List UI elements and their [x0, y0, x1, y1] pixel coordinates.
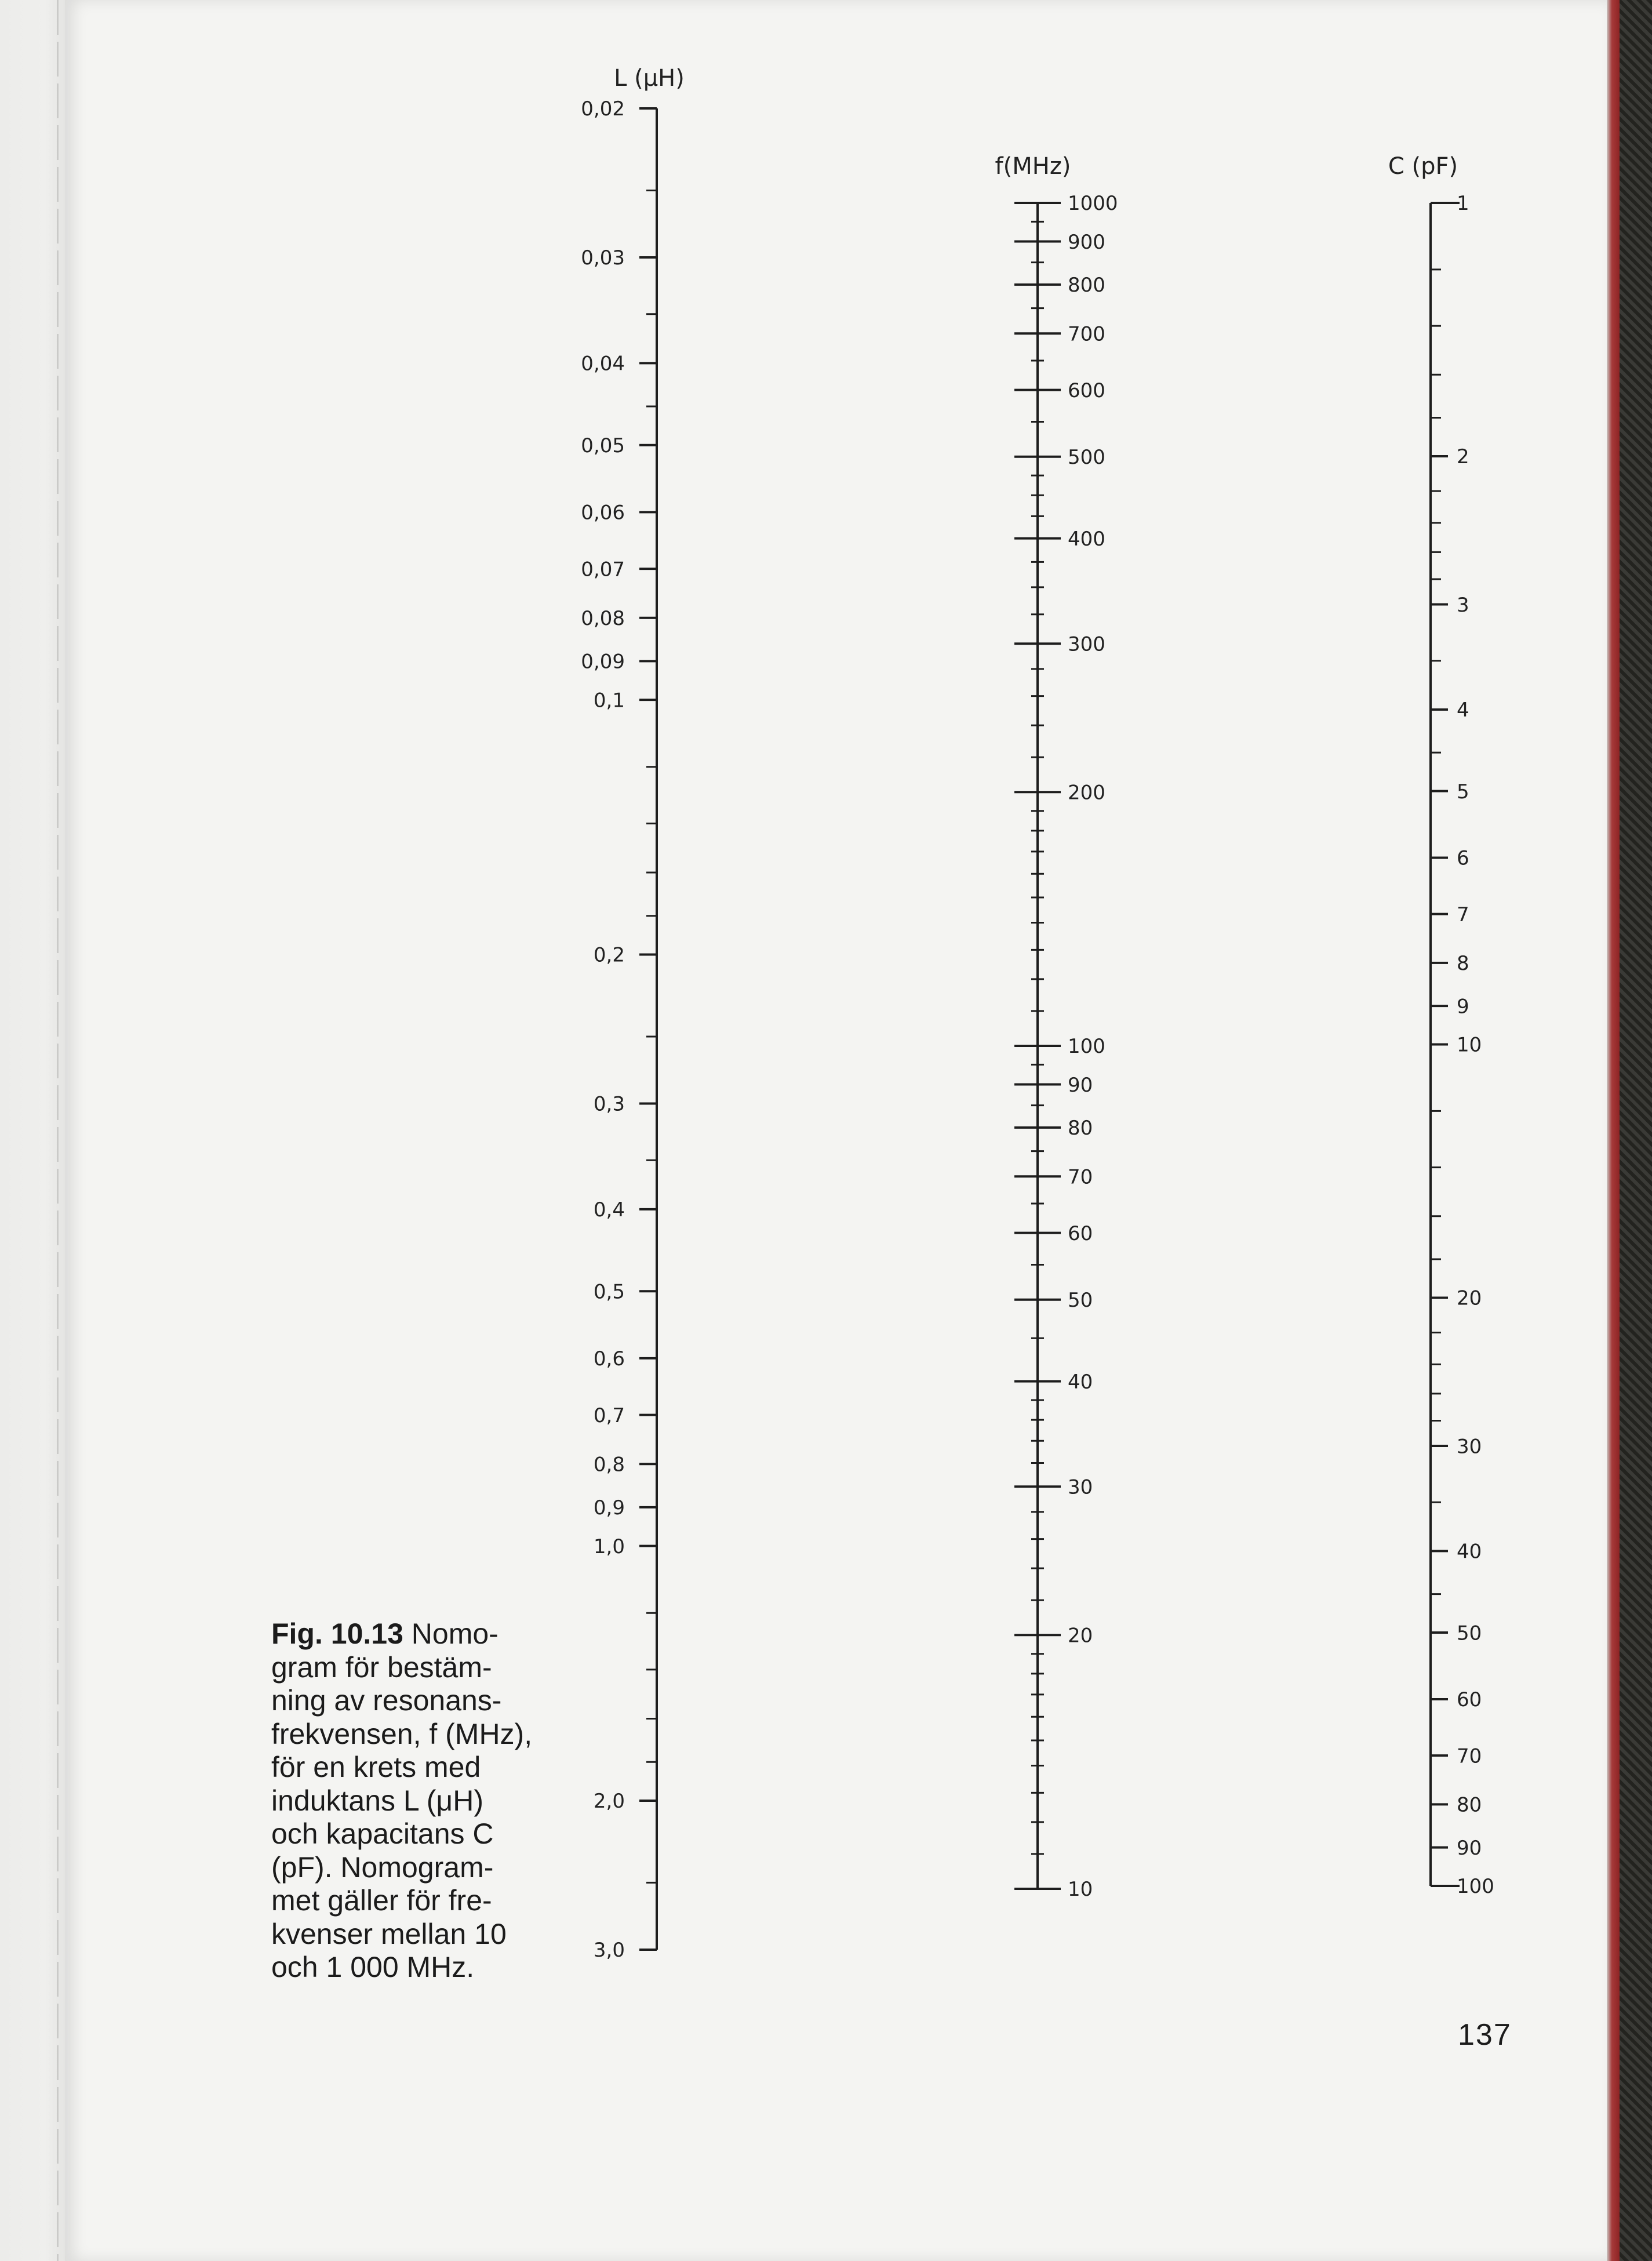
caption-line: för en krets med	[271, 1751, 481, 1783]
figure-caption	[271, 1617, 596, 1984]
tick-label: 30	[1457, 1435, 1482, 1459]
tick-label: 9	[1457, 995, 1469, 1019]
caption-line: (pF). Nomogram-	[271, 1851, 494, 1884]
tick-label: 10	[1068, 1878, 1093, 1902]
tick-label: 50	[1068, 1288, 1093, 1312]
scale-0	[581, 65, 685, 1962]
tick-label: 3	[1457, 593, 1469, 617]
tick-label: 0,9	[593, 1496, 625, 1520]
tick-label: 700	[1068, 322, 1105, 346]
tick-label: 0,2	[593, 943, 625, 967]
tick-label: 7	[1457, 903, 1469, 926]
tick-label: 0,07	[581, 558, 625, 581]
tick-label: 100	[1068, 1035, 1105, 1059]
caption-line: induktans L (μH)	[271, 1784, 483, 1817]
tick-label: 0,6	[593, 1347, 625, 1371]
tick-label: 6	[1457, 846, 1469, 870]
tick-label: 0,08	[581, 606, 625, 630]
tick-label: 0,1	[593, 689, 625, 713]
tick-label: 8	[1457, 952, 1469, 976]
tick-label: 2	[1457, 445, 1469, 469]
figure-label: Fig. 10.13	[271, 1617, 403, 1650]
tick-label: 0,06	[581, 501, 625, 525]
caption-line: frekvensen, f (MHz),	[271, 1717, 533, 1750]
caption-line: gram för bestäm-	[271, 1651, 492, 1684]
tick-label: 40	[1068, 1370, 1093, 1394]
tick-label: 60	[1457, 1688, 1482, 1712]
caption-line: kvenser mellan 10	[271, 1917, 507, 1950]
tick-label: 40	[1457, 1540, 1482, 1564]
page-number: 137	[1458, 2018, 1512, 2052]
tick-label: 90	[1457, 1836, 1482, 1860]
tick-label: 0,04	[581, 352, 625, 376]
tick-label: 1,0	[593, 1535, 625, 1558]
scale-title: C (pF)	[1388, 153, 1458, 180]
caption-line: met gäller för fre-	[271, 1884, 492, 1917]
tick-label: 2,0	[593, 1790, 625, 1813]
tick-label: 0,3	[593, 1092, 625, 1116]
tick-label: 70	[1457, 1744, 1482, 1768]
tick-label: 0,8	[593, 1453, 625, 1477]
tick-label: 70	[1068, 1165, 1093, 1189]
tick-label: 200	[1068, 781, 1105, 805]
tick-label: 800	[1068, 274, 1105, 297]
caption-line: ning av resonans-	[271, 1684, 502, 1717]
tick-label: 20	[1068, 1624, 1093, 1648]
tick-label: 900	[1068, 230, 1105, 254]
scale-title: f(MHz)	[995, 153, 1071, 180]
caption-line: och kapacitans C	[271, 1817, 494, 1850]
scale-1	[995, 153, 1118, 1901]
tick-label: 10	[1457, 1033, 1482, 1057]
tick-label: 1	[1457, 192, 1469, 216]
tick-label: 400	[1068, 527, 1105, 551]
caption-line: Nomo-	[411, 1617, 498, 1650]
tick-label: 300	[1068, 633, 1105, 656]
tick-label: 0,09	[581, 650, 625, 674]
tick-label: 600	[1068, 379, 1105, 402]
tick-label: 4	[1457, 699, 1469, 722]
tick-label: 0,7	[593, 1404, 625, 1427]
tick-label: 3,0	[593, 1939, 625, 1962]
tick-label: 0,05	[581, 434, 625, 458]
tick-label: 0,03	[581, 246, 625, 270]
tick-label: 0,5	[593, 1280, 625, 1304]
tick-label: 50	[1457, 1622, 1482, 1645]
tick-label: 30	[1068, 1475, 1093, 1499]
tick-label: 500	[1068, 445, 1105, 469]
scale-title: L (μH)	[614, 65, 685, 92]
tick-label: 20	[1457, 1286, 1482, 1310]
tick-label: 90	[1068, 1073, 1093, 1097]
caption-line: och 1 000 MHz.	[271, 1951, 475, 1983]
tick-label: 80	[1068, 1117, 1093, 1140]
tick-label: 0,02	[581, 97, 625, 121]
tick-label: 5	[1457, 780, 1469, 804]
tick-label: 100	[1457, 1875, 1494, 1899]
tick-label: 0,4	[593, 1198, 625, 1222]
tick-label: 60	[1068, 1222, 1093, 1245]
tick-label: 1000	[1068, 192, 1118, 216]
tick-label: 80	[1457, 1793, 1482, 1817]
scale-2	[1388, 153, 1494, 1898]
